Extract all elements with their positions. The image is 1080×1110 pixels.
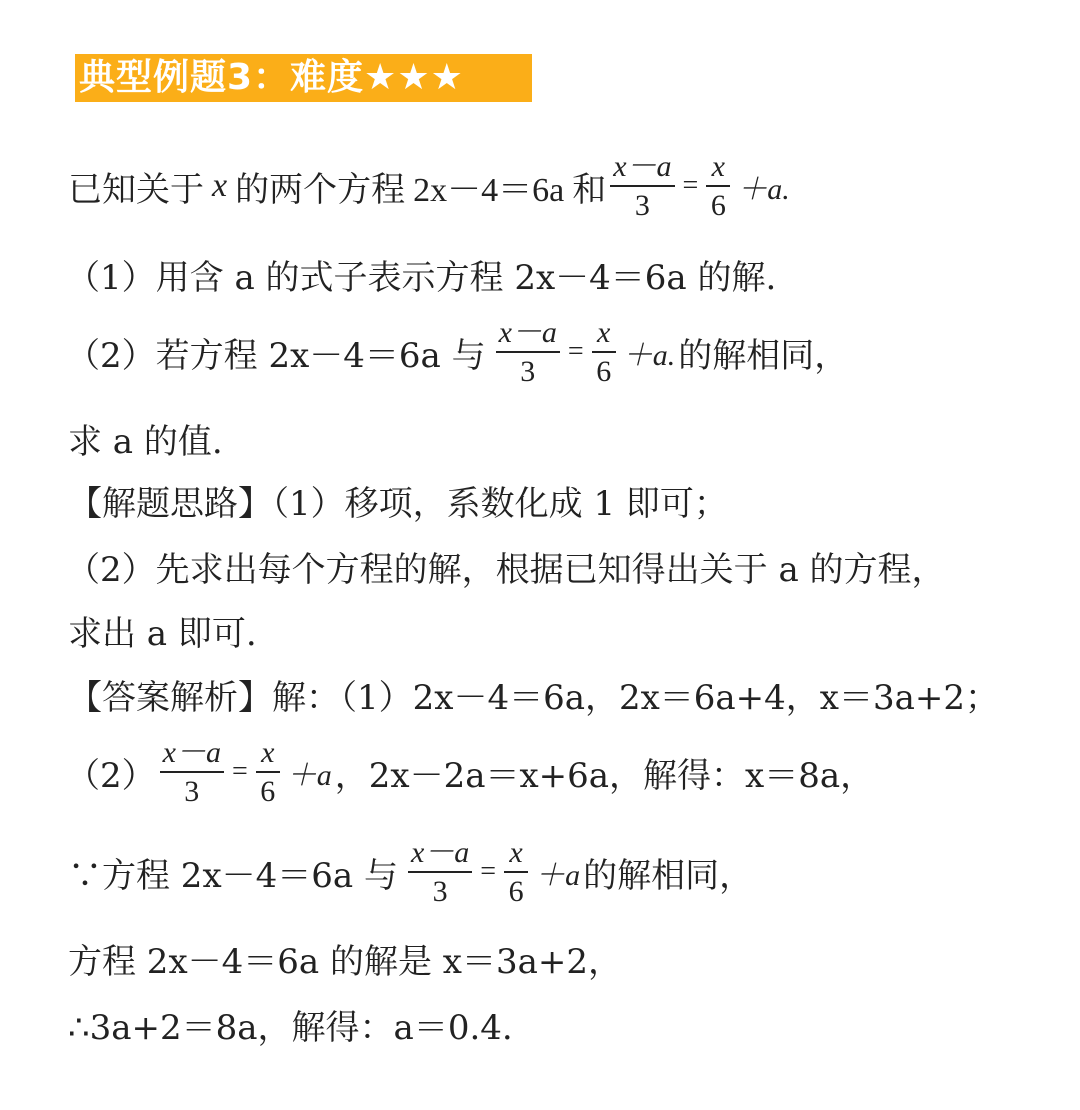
plus-a: ＋a xyxy=(535,859,581,892)
fraction-denominator: 3 xyxy=(520,354,536,388)
answer-line-2-prefix: （2） xyxy=(66,755,156,796)
hint-line-2: （2）先求出每个方程的解，根据已知得出关于 a 的方程， xyxy=(66,549,946,590)
fraction-numerator: x xyxy=(256,738,280,773)
hint-line-1: 【解题思路】（1）移项，系数化成 1 即可； xyxy=(68,483,728,524)
fraction-numerator: x xyxy=(504,838,528,873)
fraction-x-minus-a-over-3 xyxy=(408,835,472,908)
fraction-x-over-6 xyxy=(256,735,280,808)
equals-sign: = xyxy=(682,170,699,201)
answer-line-2-suffix: ，2x－2a＝x+6a，解得：x＝8a， xyxy=(334,755,875,796)
fraction-x-minus-a-over-3 xyxy=(160,735,224,808)
answer-line-3-prefix: ∵方程 2x－4＝6a 与 xyxy=(68,855,398,896)
answer-line-2 xyxy=(66,735,875,808)
plus-a: ＋a. xyxy=(622,339,676,372)
fraction-x-minus-a-over-3 xyxy=(496,315,560,388)
answer-line-3-suffix: 的解相同， xyxy=(583,855,754,896)
fraction-numerator: x－a xyxy=(160,738,224,773)
plus-a: ＋a xyxy=(286,759,332,792)
hint-line-3: 求出 a 即可. xyxy=(68,613,257,654)
fraction-numerator: x－a xyxy=(408,838,472,873)
problem-intro-mid: 的两个方程 xyxy=(235,169,406,210)
fraction-denominator: 3 xyxy=(634,188,650,222)
fraction-denominator: 6 xyxy=(596,354,612,388)
fraction-x-over-6 xyxy=(592,315,616,388)
answer-line-1: 【答案解析】解：（1）2x－4＝6a，2x＝6a+4，x＝3a+2； xyxy=(68,677,999,718)
question-1: （1）用含 a 的式子表示方程 2x－4＝6a 的解. xyxy=(66,257,777,298)
problem-statement xyxy=(68,149,793,222)
fraction-denominator: 3 xyxy=(432,874,448,908)
equation-1: 2x－4＝6a xyxy=(413,171,565,209)
equals-sign: = xyxy=(567,336,584,367)
answer-line-3 xyxy=(68,835,754,908)
fraction-numerator: x－a xyxy=(610,152,674,187)
question-2-line2: 求 a 的值. xyxy=(68,421,223,462)
equals-sign: = xyxy=(480,856,497,887)
conj-he: 和 xyxy=(572,169,607,210)
question-2-suffix: 的解相同， xyxy=(678,335,849,376)
var-x: x xyxy=(212,167,228,204)
fraction-x-over-6 xyxy=(706,149,730,222)
fraction-x-over-6 xyxy=(504,835,528,908)
fraction-numerator: x xyxy=(706,152,730,187)
fraction-denominator: 6 xyxy=(260,774,276,808)
question-2-prefix: （2）若方程 2x－4＝6a 与 xyxy=(66,335,486,376)
fraction-denominator: 3 xyxy=(184,774,200,808)
fraction-denominator: 6 xyxy=(710,188,726,222)
answer-line-4: 方程 2x－4＝6a 的解是 x＝3a+2， xyxy=(68,941,622,982)
fraction-x-minus-a-over-3 xyxy=(610,149,674,222)
fraction-denominator: 6 xyxy=(508,874,524,908)
fraction-numerator: x xyxy=(592,318,616,353)
equals-sign: = xyxy=(231,756,248,787)
page-title: 典型例题3：难度★★★ xyxy=(75,54,532,102)
plus-a: ＋a. xyxy=(737,173,790,206)
question-2 xyxy=(66,315,849,388)
problem-intro: 已知关于 xyxy=(68,169,204,210)
fraction-numerator: x－a xyxy=(496,318,560,353)
answer-line-5: ∴3a+2＝8a，解得：a＝0.4. xyxy=(68,1007,513,1048)
